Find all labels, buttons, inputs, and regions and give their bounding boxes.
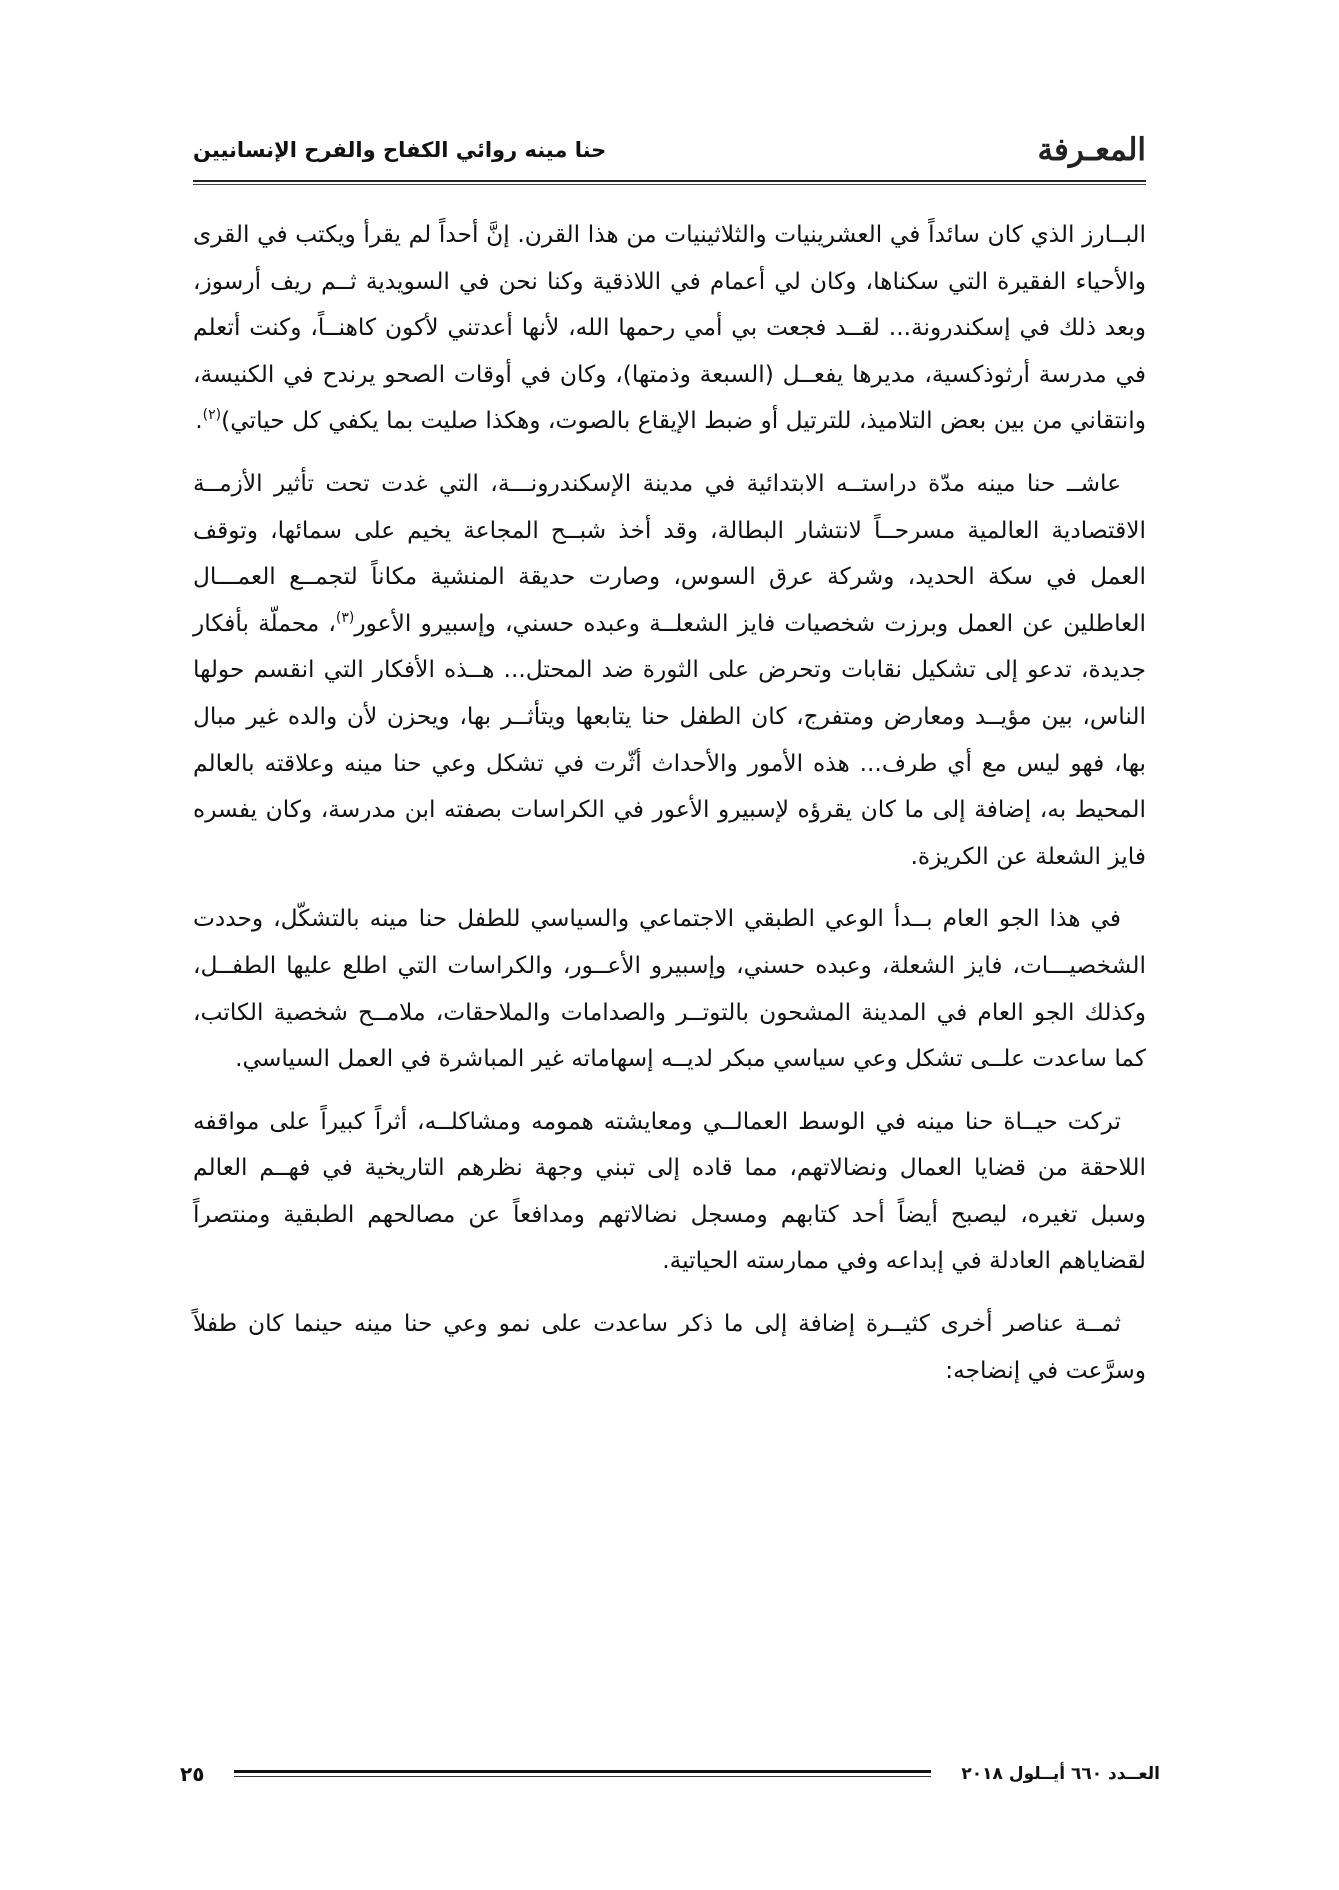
journal-logo: المعـرفة: [1037, 132, 1146, 168]
paragraph-4: تركت حيــاة حنا مينه في الوسط العمالــي ومعايشته همومه ومشاكلــه، أثراً كبيراً على مواقفه اللاحقة من قضايا العمال ونضالاتهم، مما قاده إلى تبني وجهة نظرهم التاريخية في فهــم العالم وسبل تغيره، ليصبح أيضاً أحد كتابهم ومسجل نضالاتهم ومدافعاً عن مصالحهم الطبقية ومنتصراً لقضاياهم العادلة في إبداعه وفي ممارسته الحياتية.: [193, 1107, 1146, 1275]
footnote-ref-3[interactable]: (٣): [335, 609, 355, 626]
paragraph-2: عاشــ حنا مينه مدّة دراستــه الابتدائية في مدينة الإسكندرونـــة، التي غدت تحت تأثير الأزمــة الاقتصادية العالمية مسرحــاً لانتشار البطالة، وقد أخذ شبــح المجاعة يخيم على سمائها، وتوقف العمل في سكة الحديد، وشركة عرق السوس، وصارت حديقة المنشية مكاناً لتجمــع العمـــال العاطلين عن العمل وبرزت شخصيات فايز الشعلــة وعبده حسني، وإسبيرو الأعور$^{(٣)}$، محملّة بأفكار جديدة، تدعو إلى تشكيل نقابات وتحرض على الثورة ضد المحتل... هــذه الأفكار التي انقسم حولها الناس، بين مؤيــد ومعارض ومتفرج، كان الطفل حنا يتابعها ويتأثــر بها، ويحزن لأن والده غير مبال بها، فهو ليس مع أي طرف... هذه الأمور والأحداث أثّرت في تشكل وعي حنا مينه وعلاقته بالعالم المحيط به، إضافة إلى ما كان يقرؤه لإسبيرو الأعور في الكراسات بصفته ابن مدرسة، وكان يفسره فايز الشعلة عن الكريزة.: [193, 469, 1146, 870]
page-number: ٢٥: [180, 1762, 205, 1786]
header-divider-thin: [193, 184, 1146, 185]
issue-label: العــدد ٦٦٠ أيــلول ٢٠١٨: [961, 1764, 1160, 1784]
paragraph-1: البــارز الذي كان سائداً في العشرينيات والثلاثينيات من هذا القرن. إنَّ أحداً لم يقرأ ويكتب في القرى والأحياء الفقيرة التي سكناها، وكان لي أعمام في اللاذقية وكنا نحن في السويدية ثــم ريف أرسوز، وبعد ذلك في إسكندرونة... لقــد فجعت بي أمي رحمها الله، لأنها أعدتني لأكون كاهنــاً، وكنت أتعلم في مدرسة أرثوذكسية، مديرها يفعــل (السبعة وذمتها)، وكان في أوقات الصحو يرندح في الكنيسة، وانتقاني من بين بعض التلاميذ، للترتيل أو ضبط الإيقاع بالصوت، وهكذا صليت بما يكفي كل حياتي)$^{(٢)}$.: [193, 221, 1146, 435]
header-divider: [193, 180, 1146, 182]
footnote-ref-2[interactable]: (٢): [202, 407, 222, 424]
page-footer: [180, 1756, 1160, 1792]
page-header: [193, 128, 1146, 172]
footer-divider: [234, 1769, 931, 1779]
article-body: [193, 212, 1146, 1410]
running-title: حنا مينه روائي الكفاح والفرح الإنسانيين: [193, 138, 607, 162]
paragraph-3: في هذا الجو العام بــدأ الوعي الطبقي الاجتماعي والسياسي للطفل حنا مينه بالتشكّل، وحددت الشخصيـــات، فايز الشعلة، وعبده حسني، وإسبيرو الأعــور، والكراسات التي اطلع عليها الطفــل، وكذلك الجو العام في المدينة المشحون بالتوتــر والصدامات والملاحقات، ملامــح شخصية الكاتب، كما ساعدت علــى تشكل وعي سياسي مبكر لديــه إسهاماته غير المباشرة في العمل السياسي.: [193, 905, 1146, 1073]
paragraph-5: ثمــة عناصر أخرى كثيــرة إضافة إلى ما ذكر ساعدت على نمو وعي حنا مينه حينما كان طفلاً وسرَّعت في إنضاجه:: [193, 1310, 1146, 1384]
